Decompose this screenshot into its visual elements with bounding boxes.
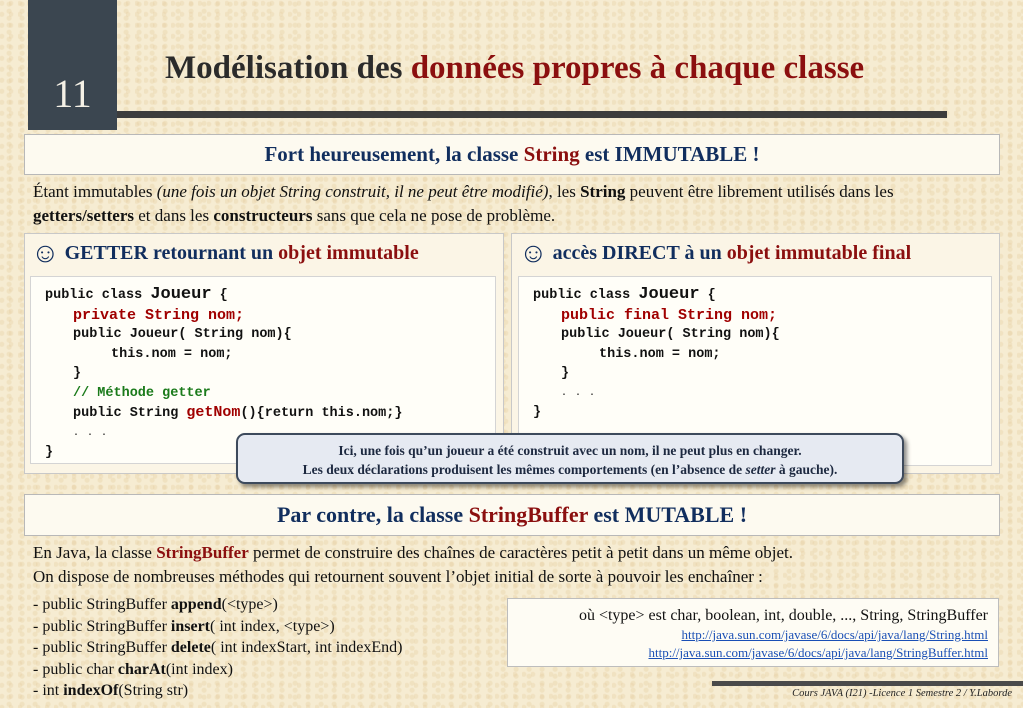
intro-t1: Étant immutables — [33, 182, 157, 201]
banner2-text-c: est MUTABLE ! — [587, 502, 748, 527]
slide-number-box — [28, 0, 117, 130]
code-line: this.nom = nom; — [599, 346, 721, 362]
intro-t2: (une fois un objet String construit, il ne peut être modifié) — [156, 182, 549, 201]
method-item: - public StringBuffer delete( int indexStart, int indexEnd) — [33, 639, 403, 656]
code-line: public Joueur( String nom){ — [73, 327, 292, 342]
intro-paragraph — [33, 180, 993, 228]
sb-line1: En Java, la classe StringBuffer permet de construire des chaînes de caractères petit à petit dans un même objet. — [33, 543, 793, 562]
code-line: } — [73, 366, 82, 381]
link-string-doc[interactable]: http://java.sun.com/javase/6/docs/api/java/lang/String.html — [681, 627, 988, 642]
code-line: public class Joueur { — [45, 285, 228, 304]
slide-title-part1: Modélisation des — [165, 50, 411, 86]
methods-list — [33, 594, 503, 702]
method-item: - public StringBuffer append(<type>) — [33, 596, 278, 613]
slide-title-part2: données propres à chaque classe — [410, 50, 865, 86]
slide-title — [165, 50, 864, 87]
banner-string-immutable — [24, 134, 1000, 175]
intro-t6: getters/setters — [33, 206, 134, 225]
banner-stringbuffer-mutable — [24, 494, 1000, 536]
intro-t5: peuvent être librement utilisés dans les — [625, 182, 894, 201]
code-line: public Joueur( String nom){ — [561, 327, 780, 342]
footer-rule — [712, 681, 1023, 686]
code-ellipsis: . . . — [561, 387, 597, 399]
code-line: } — [45, 445, 54, 460]
code-line: this.nom = nom; — [111, 346, 233, 362]
code-line: private String nom; — [73, 306, 245, 324]
types-box — [507, 598, 999, 667]
method-item: - public StringBuffer insert( int index, <type>) — [33, 617, 335, 635]
footer-text: Cours JAVA (I21) -Licence 1 Semestre 2 / Y.Laborde — [792, 688, 1012, 699]
left-heading-a: GETTER retournant un — [59, 242, 279, 264]
banner2-text-b: StringBuffer — [468, 502, 588, 527]
code-comment: // Méthode getter — [73, 385, 211, 401]
method-item: - int indexOf(String str) — [33, 682, 189, 699]
banner1-text-b: String — [523, 142, 580, 166]
callout-note — [236, 433, 904, 484]
banner2-text-a: Par contre, la classe — [276, 502, 469, 527]
intro-t9: sans que cela ne pose de problème. — [312, 206, 556, 225]
smiley-icon: ☺ — [519, 238, 548, 269]
types-text: où <type> est char, boolean, int, double, ..., String, StringBuffer — [578, 607, 988, 624]
intro-t8: constructeurs — [213, 206, 313, 225]
right-heading-b: objet immutable final — [726, 242, 912, 264]
sb-line2: On dispose de nombreuses méthodes qui retournent souvent l’objet initial de sorte à pouvoir les enchaîner : — [33, 567, 763, 586]
link-stringbuffer-doc[interactable]: http://java.sun.com/javase/6/docs/api/java/lang/StringBuffer.html — [648, 645, 988, 660]
left-panel-heading — [31, 238, 419, 270]
left-heading-b: objet immutable — [278, 242, 419, 264]
banner1-text-c: est IMMUTABLE ! — [579, 142, 760, 166]
code-line: public String getNom(){return this.nom;} — [73, 404, 403, 421]
code-ellipsis: . . . — [73, 427, 109, 439]
title-rule — [117, 111, 947, 118]
code-line: public final String nom; — [561, 306, 778, 324]
callout-line1: Ici, une fois qu’un joueur a été construit avec un nom, il ne peut plus en changer. — [338, 443, 802, 458]
intro-t7: et dans les — [134, 206, 214, 225]
right-panel-heading — [519, 238, 911, 270]
smiley-icon: ☺ — [31, 238, 60, 269]
stringbuffer-paragraph — [33, 541, 1008, 589]
intro-t3: , les — [548, 182, 581, 201]
slide-number: 11 — [53, 71, 92, 116]
right-heading-a: accès DIRECT à un — [547, 242, 727, 264]
callout-line2: Les deux déclarations produisent les mêmes comportements (en l’absence de setter à gauche). — [302, 462, 838, 477]
method-item: - public char charAt(int index) — [33, 660, 233, 678]
code-line: } — [533, 405, 542, 420]
banner1-text-a: Fort heureusement, la classe — [264, 142, 524, 166]
code-line: public class Joueur { — [533, 285, 716, 304]
code-line: } — [561, 366, 570, 381]
intro-t4: String — [580, 182, 626, 201]
